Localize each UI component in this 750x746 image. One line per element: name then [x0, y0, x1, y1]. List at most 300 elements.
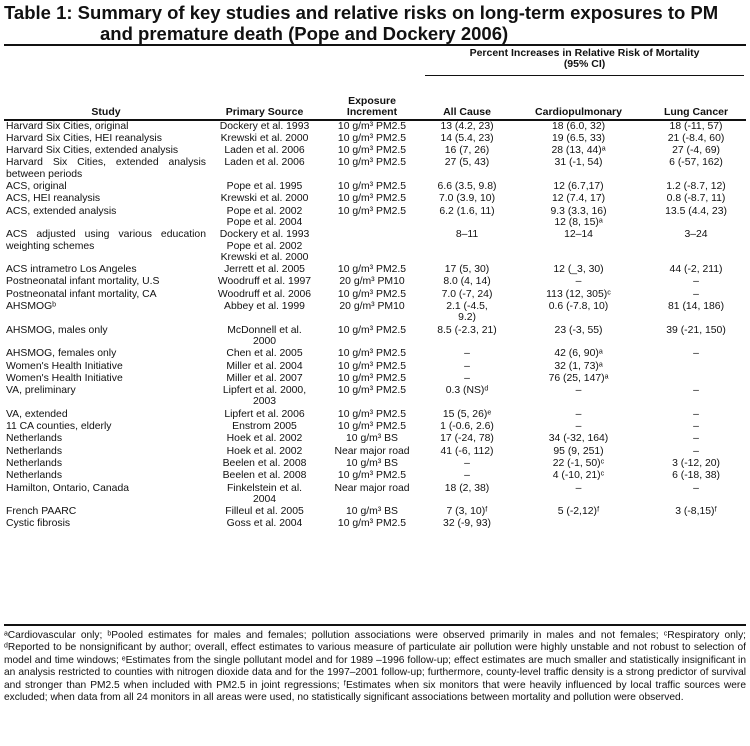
cell-cardiopulmonary — [511, 506, 646, 518]
cell-study — [4, 301, 208, 325]
table-row — [4, 157, 746, 181]
cell-all-cause-line: 7.0 (3.9, 10) — [439, 193, 496, 205]
cell-study — [4, 361, 208, 373]
cell-study — [4, 157, 208, 181]
cell-lung-cancer-line: 18 (-11, 57) — [669, 120, 723, 132]
cell-lung-cancer — [646, 289, 746, 301]
cell-cardiopulmonary — [511, 385, 646, 409]
cell-study — [4, 264, 208, 276]
cell-cardiopulmonary-line: 31 (-1, 54) — [554, 157, 603, 169]
cell-all-cause — [423, 385, 511, 409]
cell-cardiopulmonary — [511, 157, 646, 181]
cell-primary-source — [208, 348, 321, 360]
cell-cardiopulmonary — [511, 289, 646, 301]
cell-exposure-line: 10 g/m³ PM2.5 — [337, 145, 407, 157]
cell-lung-cancer — [646, 361, 746, 373]
cell-cardiopulmonary — [511, 518, 646, 530]
cell-primary-source-line: 2000 — [252, 335, 277, 347]
cell-lung-cancer — [646, 133, 746, 145]
cell-cardiopulmonary-line: 5 (-2,12)ᶠ — [557, 506, 600, 518]
cell-lung-cancer-line: 3 (-8,15)ᶠ — [675, 506, 717, 518]
cell-lung-cancer-line: – — [693, 482, 699, 494]
cell-cardiopulmonary-line: 12 (7.4, 17) — [551, 193, 606, 205]
cell-study-line: Harvard Six Cities, original — [6, 120, 129, 132]
header-primary-source: Primary Source — [225, 106, 304, 119]
cell-study — [4, 181, 208, 193]
cell-all-cause-line: – — [464, 372, 470, 384]
cell-cardiopulmonary — [511, 229, 646, 264]
cell-all-cause-line: 41 (-6, 112) — [440, 445, 494, 457]
cell-all-cause — [423, 433, 511, 445]
cell-lung-cancer — [646, 433, 746, 445]
cell-all-cause — [423, 264, 511, 276]
cell-cardiopulmonary-line: 95 (9, 251) — [553, 445, 604, 457]
cell-all-cause — [423, 157, 511, 181]
cell-study — [4, 206, 208, 230]
cell-exposure-line: 10 g/m³ BS — [346, 433, 398, 445]
table-row — [4, 264, 746, 276]
table-row — [4, 193, 746, 205]
cell-exposure-line: 20 g/m³ PM10 — [339, 276, 405, 288]
table-row — [4, 181, 746, 193]
cell-cardiopulmonary-line: 0.6 (-7.8, 10) — [548, 301, 609, 313]
percent-group-header — [423, 45, 746, 96]
header-study: Study — [91, 106, 121, 119]
cell-exposure — [321, 348, 423, 360]
cell-exposure — [321, 325, 423, 349]
cell-exposure — [321, 458, 423, 470]
cell-study — [4, 325, 208, 349]
cell-lung-cancer-line: – — [693, 288, 699, 300]
cell-exposure — [321, 518, 423, 530]
cell-lung-cancer — [646, 157, 746, 181]
cell-exposure-line: 10 g/m³ PM2.5 — [337, 372, 407, 384]
cell-lung-cancer — [646, 206, 746, 230]
cell-study-line: Netherlands — [6, 470, 63, 482]
table-row — [4, 506, 746, 518]
header-all-cause: All Cause — [443, 106, 491, 119]
cell-study — [4, 446, 208, 458]
cell-all-cause — [423, 518, 511, 530]
cell-cardiopulmonary-line: 4 (-10, 21)ᶜ — [552, 470, 605, 482]
header-row-group — [4, 45, 746, 96]
cell-primary-source — [208, 361, 321, 373]
table-row — [4, 373, 746, 385]
cell-all-cause-line: – — [464, 348, 470, 360]
cell-study — [4, 506, 208, 518]
cell-all-cause-line: 13 (4.2, 23) — [440, 120, 494, 132]
cell-study-line: Harvard Six Cities, extended analysis between periods — [6, 157, 206, 180]
cell-study-line: AHSMOGᵇ — [6, 301, 57, 313]
table-row — [4, 409, 746, 421]
cell-primary-source — [208, 385, 321, 409]
cell-study — [4, 145, 208, 157]
cell-exposure — [321, 229, 423, 264]
cell-primary-source — [208, 470, 321, 482]
cell-lung-cancer-line: 21 (-8.4, 60) — [667, 132, 725, 144]
cell-all-cause-line: 6.2 (1.6, 11) — [439, 205, 495, 217]
cell-primary-source — [208, 193, 321, 205]
cell-lung-cancer — [646, 470, 746, 482]
cell-lung-cancer-line: – — [693, 276, 699, 288]
cell-all-cause — [423, 229, 511, 264]
cell-cardiopulmonary — [511, 120, 646, 133]
cell-exposure-line: Near major road — [334, 482, 410, 494]
cell-cardiopulmonary-line: 12 (8, 15)ᵃ — [554, 216, 603, 228]
cell-study-line: ACS intrametro Los Angeles — [6, 264, 137, 276]
cell-all-cause — [423, 470, 511, 482]
cell-exposure-line: 10 g/m³ PM2.5 — [337, 288, 407, 300]
cell-primary-source — [208, 206, 321, 230]
cell-primary-source-line: Hoek et al. 2002 — [226, 445, 303, 457]
cell-primary-source — [208, 506, 321, 518]
table-row — [4, 385, 746, 409]
cell-cardiopulmonary-line: 22 (-1, 50)ᶜ — [552, 457, 605, 469]
cell-cardiopulmonary — [511, 301, 646, 325]
cell-study — [4, 373, 208, 385]
cell-lung-cancer — [646, 518, 746, 530]
cell-primary-source — [208, 276, 321, 288]
cell-all-cause — [423, 301, 511, 325]
cell-primary-source — [208, 409, 321, 421]
cell-primary-source — [208, 373, 321, 385]
cell-study-line: AHSMOG, males only — [6, 324, 108, 336]
table-row — [4, 325, 746, 349]
cell-exposure — [321, 301, 423, 325]
cell-study-line: Hamilton, Ontario, Canada — [6, 482, 130, 494]
cell-cardiopulmonary-line: – — [575, 408, 582, 420]
cell-cardiopulmonary — [511, 433, 646, 445]
cell-all-cause — [423, 409, 511, 421]
cell-lung-cancer — [646, 301, 746, 325]
cell-all-cause — [423, 289, 511, 301]
table-row — [4, 289, 746, 301]
cell-all-cause-line: 27 (5, 43) — [444, 157, 490, 169]
cell-primary-source-line: Beelen et al. 2008 — [222, 457, 307, 469]
cell-exposure — [321, 289, 423, 301]
table-row — [4, 446, 746, 458]
cell-lung-cancer-line: 1.2 (-8.7, 12) — [666, 181, 726, 193]
cell-primary-source-line: 2003 — [252, 396, 277, 408]
cell-cardiopulmonary-line: 18 (6.0, 32) — [551, 120, 606, 132]
cell-all-cause-line: 18 (2, 38) — [444, 482, 490, 494]
cell-primary-source-line: Beelen et al. 2008 — [222, 470, 307, 482]
table-row — [4, 301, 746, 325]
cell-exposure — [321, 385, 423, 409]
cell-lung-cancer-line: 0.8 (-8.7, 11) — [666, 193, 726, 205]
title-line-2: and premature death (Pope and Dockery 2006) — [100, 23, 509, 44]
cell-primary-source-line: Enstrom 2005 — [232, 421, 297, 433]
cell-cardiopulmonary-line: 12 (_3, 30) — [553, 264, 604, 276]
cell-cardiopulmonary-line: – — [575, 421, 582, 433]
cell-exposure-line: 10 g/m³ PM2.5 — [337, 264, 407, 276]
cell-primary-source — [208, 483, 321, 507]
cell-primary-source-line: Jerrett et al. 2005 — [224, 264, 305, 276]
cell-primary-source-line: 2004 — [252, 493, 277, 505]
cell-lung-cancer — [646, 446, 746, 458]
cell-primary-source — [208, 301, 321, 325]
cell-lung-cancer-line: 6 (-57, 162) — [669, 157, 723, 169]
cell-all-cause — [423, 421, 511, 433]
cell-all-cause — [423, 506, 511, 518]
cell-all-cause — [423, 193, 511, 205]
cell-study — [4, 133, 208, 145]
cell-cardiopulmonary — [511, 276, 646, 288]
cell-cardiopulmonary-line: 9.3 (3.3, 16) — [550, 205, 607, 217]
cell-cardiopulmonary — [511, 409, 646, 421]
table-row — [4, 458, 746, 470]
cell-study — [4, 229, 208, 264]
cell-primary-source — [208, 157, 321, 181]
cell-primary-source-line: Pope et al. 1995 — [226, 181, 303, 193]
cell-all-cause — [423, 483, 511, 507]
cell-all-cause — [423, 145, 511, 157]
cell-exposure — [321, 433, 423, 445]
cell-lung-cancer — [646, 120, 746, 133]
cell-cardiopulmonary-line: 42 (6, 90)ᵃ — [554, 348, 603, 360]
cell-cardiopulmonary — [511, 373, 646, 385]
cell-exposure — [321, 276, 423, 288]
cell-exposure — [321, 421, 423, 433]
cell-cardiopulmonary — [511, 483, 646, 507]
cell-cardiopulmonary-line: – — [575, 385, 582, 397]
cell-all-cause — [423, 276, 511, 288]
cell-study-line: ACS, original — [6, 181, 67, 193]
cell-all-cause — [423, 325, 511, 349]
cell-study — [4, 433, 208, 445]
cell-lung-cancer-line: – — [693, 408, 699, 420]
cell-all-cause-line: – — [464, 360, 470, 372]
cell-study-line: Harvard Six Cities, HEI reanalysis — [6, 132, 162, 144]
cell-all-cause — [423, 446, 511, 458]
cell-primary-source-line: Laden et al. 2006 — [224, 157, 305, 169]
cell-primary-source-line: Woodruff et al. 2006 — [217, 288, 312, 300]
cell-all-cause-line: 7.0 (-7, 24) — [441, 288, 493, 300]
table-row — [4, 145, 746, 157]
cell-cardiopulmonary — [511, 458, 646, 470]
table-row — [4, 421, 746, 433]
cell-study-line: VA, extended — [6, 408, 68, 420]
cell-study-line: Women's Health Initiative — [6, 360, 123, 372]
cell-exposure-line: 10 g/m³ PM2.5 — [337, 385, 407, 397]
cell-exposure-line: 10 g/m³ PM2.5 — [337, 421, 407, 433]
cell-all-cause-line: 8–11 — [455, 229, 479, 241]
cell-study — [4, 193, 208, 205]
cell-study-line: Postneonatal infant mortality, U.S — [6, 276, 160, 288]
cell-cardiopulmonary-line: 113 (12, 305)ᶜ — [546, 288, 611, 300]
cell-exposure-line: Near major road — [334, 445, 410, 457]
cell-study — [4, 409, 208, 421]
cell-cardiopulmonary — [511, 361, 646, 373]
percent-group-line-1: Percent Increases in Relative Risk of Mortality — [469, 47, 700, 59]
studies-table — [4, 44, 746, 531]
cell-study-line: Netherlands — [6, 433, 63, 445]
cell-primary-source-line: Dockery et al. 1993 — [219, 120, 310, 132]
table-row — [4, 206, 746, 230]
cell-primary-source — [208, 120, 321, 133]
cell-lung-cancer — [646, 373, 746, 385]
cell-primary-source-line: Miller et al. 2004 — [226, 360, 303, 372]
cell-cardiopulmonary — [511, 446, 646, 458]
cell-exposure — [321, 181, 423, 193]
cell-primary-source-line: Pope et al. 2004 — [226, 216, 303, 228]
cell-all-cause-line: 9.2) — [458, 312, 476, 324]
cell-primary-source — [208, 518, 321, 530]
table-row — [4, 361, 746, 373]
cell-cardiopulmonary — [511, 181, 646, 193]
cell-lung-cancer-line: 3 (-12, 20) — [672, 457, 720, 469]
cell-cardiopulmonary — [511, 145, 646, 157]
table-title — [4, 2, 746, 44]
cell-all-cause-line: 17 (5, 30) — [444, 264, 490, 276]
cell-primary-source-line: Pope et al. 2002 — [226, 240, 303, 252]
cell-exposure — [321, 133, 423, 145]
cell-primary-source-line: McDonnell et al. — [227, 324, 302, 336]
cell-lung-cancer — [646, 325, 746, 349]
cell-lung-cancer — [646, 458, 746, 470]
cell-primary-source-line: Krewski et al. 2000 — [220, 251, 309, 263]
cell-exposure — [321, 145, 423, 157]
cell-primary-source — [208, 421, 321, 433]
cell-primary-source — [208, 325, 321, 349]
cell-exposure — [321, 206, 423, 230]
cell-exposure-line: 10 g/m³ PM2.5 — [337, 360, 407, 372]
cell-all-cause-line: 32 (-9, 93) — [443, 518, 491, 530]
cell-study-line: VA, preliminary — [6, 385, 76, 397]
cell-exposure — [321, 409, 423, 421]
header-row — [4, 96, 746, 120]
cell-all-cause-line: 16 (7, 26) — [444, 145, 490, 157]
cell-primary-source-line: Krewski et al. 2000 — [220, 132, 309, 144]
cell-cardiopulmonary — [511, 348, 646, 360]
cell-cardiopulmonary-line: 12 (6.7,17) — [553, 181, 604, 193]
cell-exposure-line: 10 g/m³ PM2.5 — [337, 181, 407, 193]
cell-study-line: Postneonatal infant mortality, CA — [6, 288, 157, 300]
cell-cardiopulmonary-line: – — [575, 276, 582, 288]
cell-primary-source — [208, 145, 321, 157]
cell-primary-source-line: Hoek et al. 2002 — [226, 433, 303, 445]
cell-cardiopulmonary — [511, 325, 646, 349]
cell-all-cause-line: 8.0 (4, 14) — [443, 276, 491, 288]
cell-lung-cancer-line: 81 (14, 186) — [668, 301, 725, 313]
cell-study — [4, 421, 208, 433]
cell-lung-cancer-line: 39 (-21, 150) — [666, 324, 726, 336]
cell-all-cause — [423, 133, 511, 145]
title-line-1: Table 1: Summary of key studies and relative risks on long-term exposures to PM — [4, 2, 719, 23]
cell-primary-source-line: Abbey et al. 1999 — [224, 301, 305, 313]
cell-all-cause-line: 6.6 (3.5, 9.8) — [437, 181, 497, 193]
header-exposure-line-1: Exposure — [348, 95, 396, 107]
cell-all-cause-line: – — [464, 470, 470, 482]
cell-primary-source-line: Lipfert et al. 2000, — [222, 385, 307, 397]
cell-exposure-line: 10 g/m³ PM2.5 — [337, 205, 407, 217]
cell-primary-source-line: Chen et al. 2005 — [226, 348, 303, 360]
cell-lung-cancer — [646, 385, 746, 409]
cell-exposure — [321, 373, 423, 385]
cell-exposure — [321, 483, 423, 507]
cell-primary-source — [208, 264, 321, 276]
cell-lung-cancer — [646, 145, 746, 157]
cell-primary-source — [208, 458, 321, 470]
cell-primary-source — [208, 433, 321, 445]
cell-study-line: Women's Health Initiative — [6, 372, 123, 384]
cell-primary-source — [208, 289, 321, 301]
cell-exposure-line: 10 g/m³ PM2.5 — [337, 132, 407, 144]
cell-study — [4, 518, 208, 530]
cell-all-cause-line: 1 (-0.6, 2.6) — [440, 421, 494, 433]
cell-primary-source-line: Miller et al. 2007 — [226, 372, 303, 384]
cell-study — [4, 385, 208, 409]
table-row — [4, 120, 746, 133]
cell-primary-source-line: Laden et al. 2006 — [224, 145, 305, 157]
cell-cardiopulmonary-line: 34 (-32, 164) — [548, 433, 609, 445]
cell-primary-source-line: Filleul et al. 2005 — [225, 506, 304, 518]
cell-exposure — [321, 361, 423, 373]
cell-exposure — [321, 506, 423, 518]
header-lung-cancer: Lung Cancer — [663, 106, 729, 119]
cell-exposure — [321, 120, 423, 133]
cell-primary-source-line: Finkelstein et al. — [226, 482, 303, 494]
cell-exposure-line: 10 g/m³ BS — [346, 506, 398, 518]
cell-study-line: 11 CA counties, elderly — [6, 421, 112, 433]
cell-cardiopulmonary — [511, 206, 646, 230]
cell-cardiopulmonary-line: 28 (13, 44)ᵃ — [551, 145, 606, 157]
cell-lung-cancer-line: – — [693, 445, 699, 457]
header-cardiopulmonary: Cardiopulmonary — [535, 106, 622, 119]
table-row — [4, 276, 746, 288]
cell-cardiopulmonary — [511, 133, 646, 145]
cell-study-line: AHSMOG, females only — [6, 348, 117, 360]
cell-exposure-line: 10 g/m³ PM2.5 — [337, 193, 407, 205]
cell-cardiopulmonary-line: 23 (-3, 55) — [554, 324, 603, 336]
cell-exposure — [321, 193, 423, 205]
cell-lung-cancer-line: 3–24 — [684, 229, 708, 241]
cell-study — [4, 120, 208, 133]
header-exposure — [321, 96, 423, 120]
cell-exposure — [321, 264, 423, 276]
cell-lung-cancer — [646, 181, 746, 193]
cell-lung-cancer — [646, 264, 746, 276]
cell-exposure-line: 10 g/m³ PM2.5 — [337, 157, 407, 169]
cell-study-line: Netherlands — [6, 457, 63, 469]
cell-cardiopulmonary — [511, 470, 646, 482]
cell-lung-cancer-line: 6 (-18, 38) — [672, 470, 720, 482]
cell-primary-source-line: Woodruff et al. 1997 — [217, 276, 312, 288]
cell-study — [4, 470, 208, 482]
cell-all-cause — [423, 206, 511, 230]
table-row — [4, 518, 746, 530]
cell-study — [4, 483, 208, 507]
table-body — [4, 120, 746, 531]
cell-lung-cancer-line: – — [693, 385, 699, 397]
cell-all-cause — [423, 458, 511, 470]
cell-all-cause — [423, 348, 511, 360]
percent-group-line-2: (95% CI) — [563, 58, 606, 71]
cell-lung-cancer-line: 44 (-2, 211) — [669, 264, 723, 276]
cell-lung-cancer — [646, 193, 746, 205]
cell-exposure-line: 10 g/m³ PM2.5 — [337, 518, 407, 530]
cell-all-cause-line: 15 (5, 26)ᵉ — [442, 408, 492, 420]
table-row — [4, 470, 746, 482]
cell-study-line: Netherlands — [6, 445, 63, 457]
cell-study-line: ACS, HEI reanalysis — [6, 193, 101, 205]
cell-cardiopulmonary-line: – — [575, 482, 582, 494]
cell-study-line: Cystic fibrosis — [6, 518, 71, 530]
cell-cardiopulmonary — [511, 421, 646, 433]
cell-study-line: Harvard Six Cities, extended analysis — [6, 145, 179, 157]
cell-cardiopulmonary-line: 76 (25, 147)ᵃ — [548, 372, 609, 384]
cell-lung-cancer — [646, 276, 746, 288]
